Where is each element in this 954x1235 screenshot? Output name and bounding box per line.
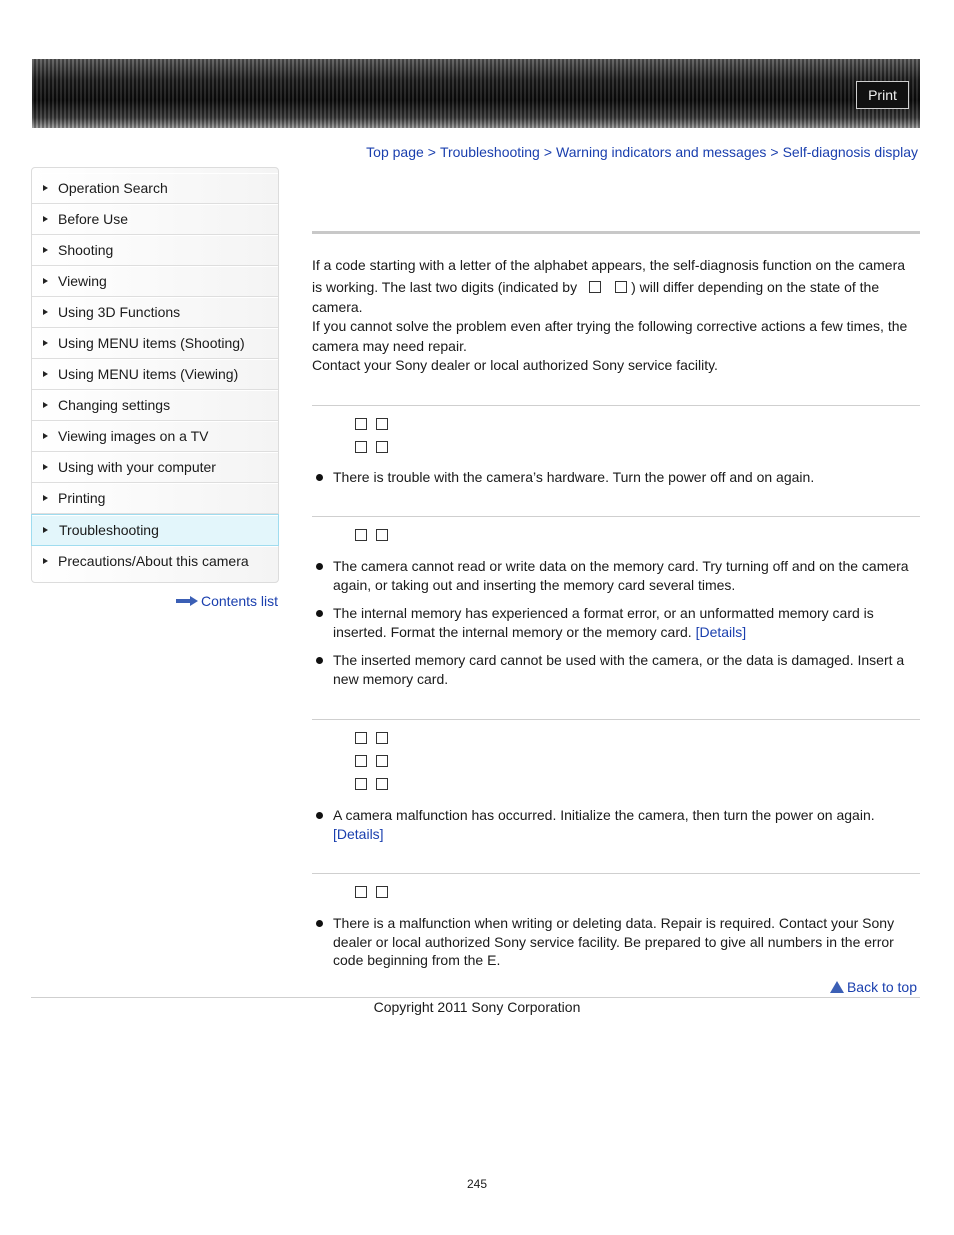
sidebar-item-viewing[interactable] [32, 266, 278, 297]
bullet-list [312, 914, 920, 970]
main-content [312, 231, 920, 980]
error-code [312, 436, 920, 459]
digit-placeholder-icon [376, 886, 388, 898]
bullet-list [312, 557, 920, 688]
list-item: There is a malfunction when writing or deleting data. Repair is required. Contact your Sony dealer or local authorized Sony service facility. Be prepared to give all numbers in the error code beginning from the E. [312, 914, 920, 970]
error-code [312, 772, 920, 795]
sidebar-item-printing[interactable] [32, 483, 278, 514]
sidebar-item-3d-functions[interactable] [32, 297, 278, 328]
digit-placeholder-icon [355, 886, 367, 898]
sidebar-item-label: Troubleshooting [59, 522, 159, 538]
sidebar-item-label: Operation Search [58, 180, 168, 196]
bullet-list [312, 468, 920, 487]
sidebar-item-before-use[interactable] [32, 204, 278, 235]
triangle-right-icon [43, 495, 48, 501]
triangle-right-icon [43, 247, 48, 253]
digit-placeholder-icon [355, 755, 367, 767]
triangle-right-icon [43, 464, 48, 470]
list-item-text: The internal memory has experienced a format error, or an unformatted memory card is inserted. Format the internal memory or the memory card. [333, 605, 874, 640]
error-code [312, 726, 920, 749]
breadcrumb [366, 144, 918, 160]
bullet-list [312, 806, 920, 843]
intro-line-part: is working. The last two digits (indicated by [312, 278, 578, 295]
contents-list-link[interactable] [176, 593, 278, 609]
intro-line: camera may need repair. [312, 337, 467, 354]
intro-text [312, 256, 920, 376]
page-number: 245 [466, 1177, 488, 1191]
intro-line: If you cannot solve the problem even after trying the following corrective actions a few times, the [312, 318, 908, 334]
list-item: The camera cannot read or write data on the memory card. Try turning off and on the camera again, or taking out and inserting the memory card several times. [312, 557, 920, 594]
triangle-right-icon [43, 309, 48, 315]
intro-line: Contact your Sony dealer or local authorized Sony service facility. [312, 357, 718, 373]
list-item: There is trouble with the camera’s hardware. Turn the power off and on again. [312, 468, 920, 487]
breadcrumb-separator: > [770, 144, 779, 160]
triangle-right-icon [43, 340, 48, 346]
digit-placeholder-icon [376, 732, 388, 744]
sidebar-item-troubleshooting[interactable] [31, 514, 279, 546]
digit-placeholder-icon [376, 441, 388, 453]
triangle-right-icon [43, 433, 48, 439]
triangle-up-icon [830, 981, 844, 993]
sidebar-item-shooting[interactable] [32, 235, 278, 266]
breadcrumb-separator: > [427, 144, 436, 160]
digit-placeholder-icon [376, 778, 388, 790]
triangle-right-icon [43, 402, 48, 408]
copyright: Copyright 2011 Sony Corporation [373, 999, 581, 1015]
back-to-top-link[interactable] [830, 979, 917, 995]
intro-line: camera. [312, 298, 363, 315]
sidebar-item-label: Using MENU items (Viewing) [58, 366, 239, 382]
sidebar-item-label: Using with your computer [58, 459, 216, 475]
digit-placeholder-icon [355, 441, 367, 453]
footer-divider [31, 997, 920, 998]
digit-placeholder-icon [355, 778, 367, 790]
digit-placeholder-icon [355, 418, 367, 430]
sidebar-item-label: Printing [58, 490, 106, 506]
list-item: The inserted memory card cannot be used with the camera, or the data is damaged. Insert a new memory card. [312, 651, 920, 688]
digit-placeholder-icon [376, 529, 388, 541]
list-item [312, 806, 920, 843]
triangle-right-icon [43, 527, 48, 533]
sidebar-item-label: Using MENU items (Shooting) [58, 335, 245, 351]
digit-placeholder-icon [376, 755, 388, 767]
arrow-right-icon [176, 596, 198, 606]
print-button[interactable]: Print [856, 81, 909, 109]
digit-placeholder-icon [376, 418, 388, 430]
error-code [312, 749, 920, 772]
sidebar-item-operation-search[interactable] [32, 173, 278, 204]
sidebar-item-changing-settings[interactable] [32, 390, 278, 421]
breadcrumb-warning-indicators[interactable]: Warning indicators and messages [556, 144, 767, 160]
header-banner [32, 59, 920, 128]
breadcrumb-separator: > [543, 144, 553, 160]
sidebar-item-precautions[interactable] [32, 546, 278, 576]
digit-placeholder-icon [615, 281, 627, 293]
intro-line: If a code starting with a letter of the alphabet appears, the self-diagnosis function on the camera [312, 257, 906, 273]
sidebar-item-label: Shooting [58, 242, 114, 258]
sidebar-item-viewing-on-tv[interactable] [32, 421, 278, 452]
intro-line [312, 276, 920, 298]
triangle-right-icon [43, 185, 48, 191]
sidebar-item-label: Precautions/About this camera [58, 553, 249, 569]
error-code [312, 413, 920, 436]
sidebar-item-menu-shooting[interactable] [32, 328, 278, 359]
contents-list-label[interactable]: Contents list [201, 593, 279, 609]
sidebar-item-menu-viewing[interactable] [32, 359, 278, 390]
sidebar-item-label: Changing settings [58, 397, 171, 413]
sidebar-item-label: Viewing [58, 273, 107, 289]
digit-placeholder-icon [355, 529, 367, 541]
error-code [312, 880, 920, 903]
sidebar-nav [31, 167, 279, 583]
sidebar-item-label: Before Use [58, 211, 129, 227]
error-code [312, 523, 920, 546]
breadcrumb-top-page[interactable]: Top page [366, 144, 424, 160]
breadcrumb-troubleshooting[interactable]: Troubleshooting [439, 144, 540, 160]
back-to-top-label[interactable]: Back to top [846, 979, 917, 995]
details-link[interactable]: [Details] [333, 825, 384, 842]
digit-placeholder-icon [589, 281, 601, 293]
title-divider [312, 231, 920, 234]
triangle-right-icon [43, 278, 48, 284]
breadcrumb-self-diagnosis[interactable]: Self-diagnosis display [782, 144, 918, 160]
details-link[interactable]: [Details] [695, 623, 747, 640]
triangle-right-icon [43, 558, 48, 564]
list-item [312, 604, 920, 641]
sidebar-item-label: Viewing images on a TV [58, 428, 209, 444]
sidebar-item-label: Using 3D Functions [58, 304, 181, 320]
list-item-text: A camera malfunction has occurred. Initialize the camera, then turn the power on again. [333, 807, 875, 823]
sidebar-item-computer[interactable] [32, 452, 278, 483]
triangle-right-icon [43, 371, 48, 377]
triangle-right-icon [43, 216, 48, 222]
digit-placeholder-icon [355, 732, 367, 744]
intro-line-part: ) will differ depending on the state of the [631, 278, 880, 295]
